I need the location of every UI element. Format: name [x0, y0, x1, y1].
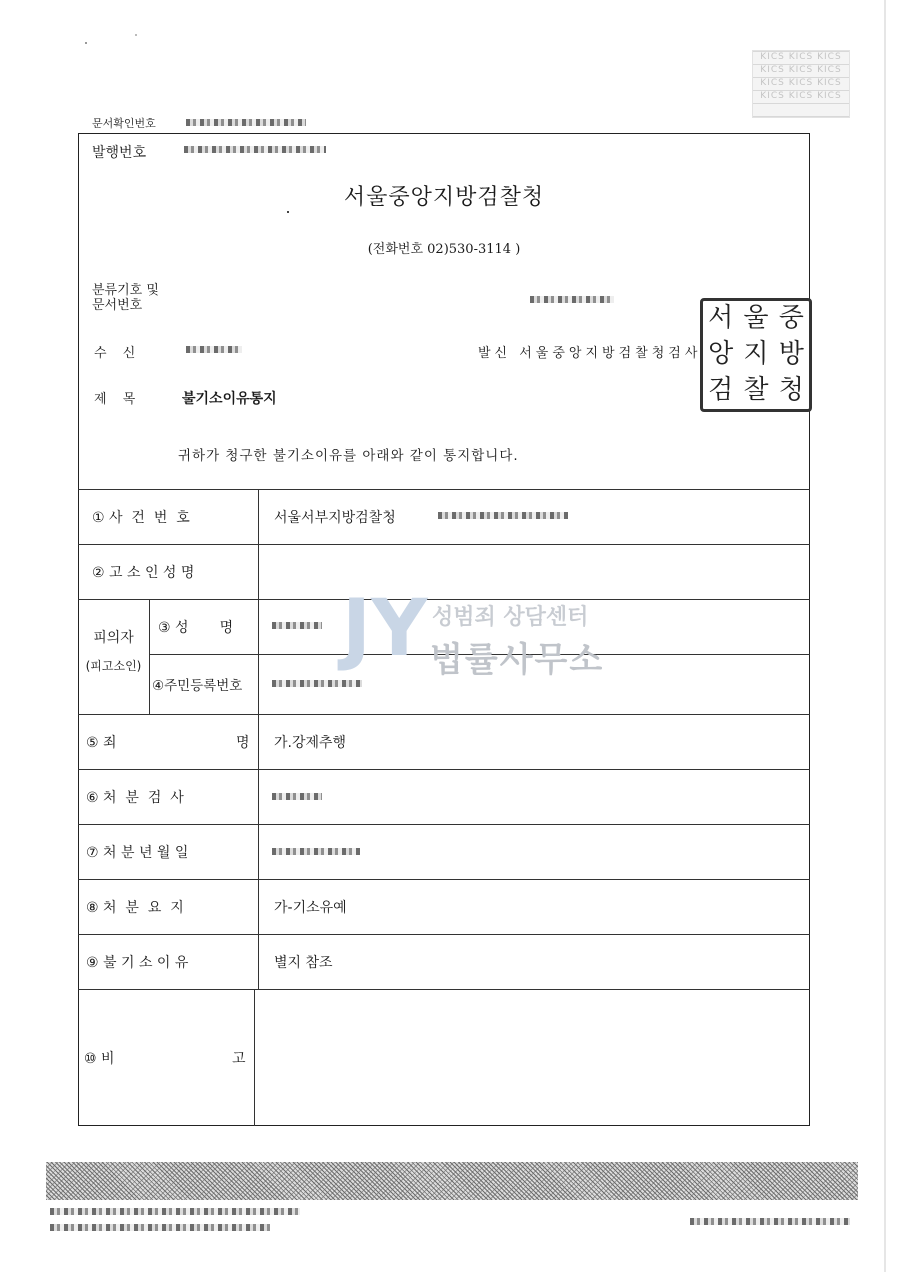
doc-confirm-label: 문서확인번호 — [92, 117, 156, 130]
sender-text: 발신 서울중앙지방검찰청검사 — [478, 346, 702, 361]
security-stamp-text: KICS KICS KICS KICS KICS KICS KICS KICS KICS KICS KICS KICS — [760, 52, 842, 101]
footer-redacted-left — [50, 1208, 300, 1215]
disposition-summary-value: 가-기소유예 — [274, 899, 347, 916]
office-title: 서울중앙지방검찰청 — [343, 185, 545, 210]
watermark-line2: 법률사무소 — [430, 640, 605, 680]
seal-char: 검 — [708, 375, 734, 405]
security-pattern-band — [46, 1162, 858, 1200]
office-phone: (전화번호 02)530-3114 ) — [367, 242, 521, 257]
seal-char: 찰 — [743, 375, 769, 405]
suspect-group-label — [78, 624, 149, 680]
recipient-label: 수 신 — [94, 346, 142, 361]
remarks-label-start: ⑩ 비 — [84, 1050, 115, 1067]
suspect-name-redacted — [272, 622, 322, 629]
table-line — [258, 489, 259, 989]
case-number-redacted — [438, 512, 568, 519]
charge-value: 가.강제추행 — [274, 734, 347, 751]
doc-number-redacted — [530, 296, 614, 303]
disposition-date-redacted — [272, 848, 360, 855]
subject-label: 제 목 — [94, 392, 142, 407]
suspect-group-subtitle: (피고소인) — [85, 659, 142, 673]
case-number-value: 서울서부지방검찰청 — [274, 509, 396, 526]
seal-char: 청 — [778, 375, 804, 405]
disposition-summary-label: ⑧ 처 분 요 지 — [86, 899, 184, 916]
suspect-name-label: ③ 성 명 — [158, 619, 234, 636]
non-indictment-reason-label: ⑨ 불 기 소 이 유 — [86, 954, 189, 971]
footer-redacted-right — [690, 1218, 850, 1225]
table-line — [78, 989, 810, 990]
official-seal — [700, 298, 812, 412]
remarks-label-end: 고 — [232, 1050, 246, 1067]
seal-char: 지 — [743, 339, 769, 369]
speck — [85, 42, 87, 44]
notice-text: 귀하가 청구한 불기소이유를 아래와 같이 통지합니다. — [178, 448, 519, 464]
watermark-logo: JY — [342, 584, 428, 674]
subject-value: 불기소이유통지 — [182, 391, 277, 407]
doc-confirm-number-redacted — [186, 119, 306, 126]
watermark-line1: 성범죄 상담센터 — [432, 605, 589, 630]
classification-label-line1: 분류기호 및 — [92, 283, 159, 298]
recipient-redacted — [186, 346, 242, 353]
disposition-date-label: ⑦ 처 분 년 월 일 — [86, 844, 189, 861]
suspect-id-redacted — [272, 680, 362, 687]
speck — [135, 34, 137, 36]
table-line — [149, 599, 150, 714]
seal-char: 앙 — [708, 339, 734, 369]
prosecutor-redacted — [272, 793, 322, 800]
table-line — [78, 769, 810, 770]
suspect-group-title: 피의자 — [93, 630, 134, 646]
seal-char: 방 — [778, 339, 804, 369]
classification-label — [92, 283, 159, 313]
issue-number-redacted — [184, 146, 326, 153]
table-line — [254, 989, 255, 1126]
table-line — [78, 879, 810, 880]
non-indictment-reason-value: 별지 참조 — [274, 954, 333, 971]
footer-redacted-left-2 — [50, 1224, 270, 1231]
prosecutor-label: ⑥ 처 분 검 사 — [86, 789, 184, 806]
case-number-label: ① 사 건 번 호 — [92, 509, 190, 526]
complainant-label: ② 고 소 인 성 명 — [92, 564, 195, 581]
table-line — [78, 714, 810, 715]
issue-number-label: 발행번호 — [92, 145, 147, 161]
seal-char: 서 — [708, 303, 734, 333]
seal-char: 울 — [743, 303, 769, 333]
classification-label-line2: 문서번호 — [92, 298, 143, 313]
charge-label-end: 명 — [236, 734, 250, 751]
charge-label-start: ⑤ 죄 — [86, 734, 117, 751]
speck — [287, 211, 289, 213]
suspect-id-label: ④주민등록번호 — [152, 678, 243, 694]
seal-char: 중 — [778, 303, 804, 333]
security-stamp — [752, 50, 850, 118]
scan-edge — [884, 0, 886, 1272]
